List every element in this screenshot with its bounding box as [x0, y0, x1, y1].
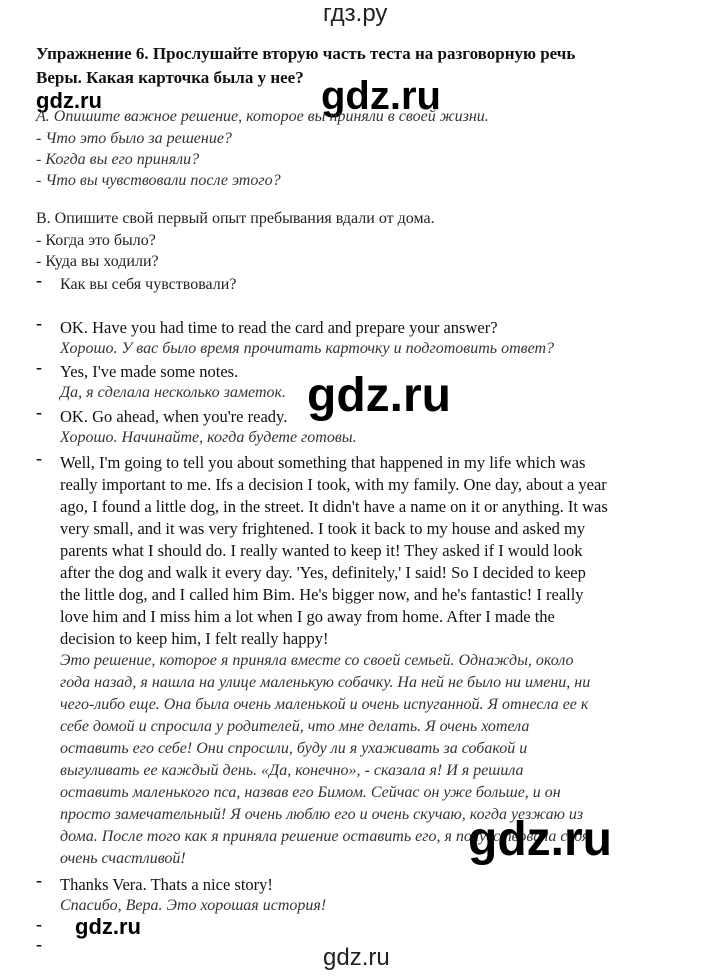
dialogue-4-russian-line: чего-либо еще. Она была очень маленькой и очень испуганной. Я отнесла ее к [60, 696, 589, 713]
dialogue-4-russian-line: выгуливать ее каждый день. «Да, конечно», - сказала я! И я решила [60, 762, 524, 779]
dialogue-4-russian-line: просто замечательный! Я очень люблю его и очень скучаю, когда уезжаю из [60, 806, 584, 823]
watermark-small: gdz.ru [75, 914, 141, 939]
dialogue-3-russian: Хорошо. Начинайте, когда будете готовы. [60, 429, 357, 446]
dialogue-5-english: Thanks Vera. Thats a nice story! [60, 875, 273, 894]
card-b-heading: В. Опишите свой первый опыт пребывания вдали от дома. [36, 210, 435, 227]
dialogue-4-russian-line: года назад, я нашла на улице маленькую собачку. На ней не было ни имени, ни [60, 674, 591, 691]
dialogue-4-russian-line: себе домой и спросила у родителей, что мне делать. Я очень хотела [60, 718, 530, 735]
dialogue-4-english-line: decision to keep him, I felt really happy! [60, 629, 329, 648]
dialogue-4-english-line: parents what I should do. I really wanted to keep it! They asked if I would look [60, 541, 583, 560]
watermark-large: gdz.ru [468, 813, 612, 866]
site-footer: gdz.ru [323, 944, 390, 971]
dialogue-2-english: Yes, I've made some notes. [60, 362, 239, 381]
card-a-question-1: - Что это было за решение? [36, 130, 232, 147]
watermark-small: gdz.ru [36, 88, 102, 113]
dialogue-4-russian-line: оставить маленького пса, назвав его Бимом. Сейчас он уже больше, и он [60, 784, 561, 801]
dialogue-4-russian-line: оставить его себе! Они спросили, буду ли я ухаживать за собакой и [60, 740, 528, 757]
dialogue-4-english-line: the little dog, and I called him Bim. He's bigger now, and he's fantastic! I really [60, 585, 584, 604]
exercise-title-line-1: Упражнение 6. Прослушайте вторую часть теста на разговорную речь [36, 44, 576, 63]
dialogue-5-russian: Спасибо, Вера. Это хорошая история! [60, 897, 327, 914]
dialogue-4-russian-line: Это решение, которое я приняла вместе со своей семьей. Однажды, около [60, 652, 574, 669]
card-a-question-2: - Когда вы его приняли? [36, 151, 200, 168]
watermark-large: gdz.ru [321, 74, 441, 118]
dash-marker: - [36, 313, 42, 333]
card-a-question-3: - Что вы чувствовали после этого? [36, 172, 281, 189]
dash-marker: - [36, 914, 42, 934]
dialogue-1-english: OK. Have you had time to read the card and prepare your answer? [60, 318, 498, 337]
dialogue-2-russian: Да, я сделала несколько заметок. [60, 384, 286, 401]
dash-marker: - [36, 357, 42, 377]
dialogue-4-english-line: very small, and it was very frightened. I took it back to my house and asked my [60, 519, 586, 538]
watermark-large: gdz.ru [307, 369, 451, 422]
dash-marker: - [36, 448, 42, 468]
dialogue-4-english-line: love him and I miss him a lot when I go away from home. After I made the [60, 607, 555, 626]
card-b-question-3: Как вы себя чувствовали? [60, 276, 237, 293]
dialogue-1-russian: Хорошо. У вас было время прочитать карточку и подготовить ответ? [60, 340, 555, 357]
dialogue-4-russian-line: дома. После того как я приняла решение оставить его, я почувствовала себя [60, 828, 590, 845]
site-header: гдз.ру [323, 0, 388, 27]
card-b-question-2: - Куда вы ходили? [36, 253, 159, 270]
dash-marker: - [36, 270, 42, 290]
dialogue-4-english-line: ago, I found a little dog, in the street. It didn't have a name on it or anything. It was [60, 497, 608, 516]
dash-marker: - [36, 870, 42, 890]
dash-marker: - [36, 934, 42, 954]
dialogue-4-english-line: after the dog and walk it every day. 'Yes, definitely,' I said! So I decided to keep [60, 563, 586, 582]
card-a-heading: А. Опишите важное решение, которое вы приняли в своей жизни. [36, 108, 489, 125]
dialogue-4-russian-line: очень счастливой! [60, 850, 186, 867]
card-b-question-1: - Когда это было? [36, 232, 156, 249]
dialogue-3-english: OK. Go ahead, when you're ready. [60, 407, 288, 426]
dialogue-4-english-line: really important to me. Ifs a decision I took, with my family. One day, about a year [60, 475, 607, 494]
dialogue-4-english-line: Well, I'm going to tell you about something that happened in my life which was [60, 453, 586, 472]
dash-marker: - [36, 402, 42, 422]
exercise-title-line-2: Веры. Какая карточка была у нее? [36, 68, 304, 87]
